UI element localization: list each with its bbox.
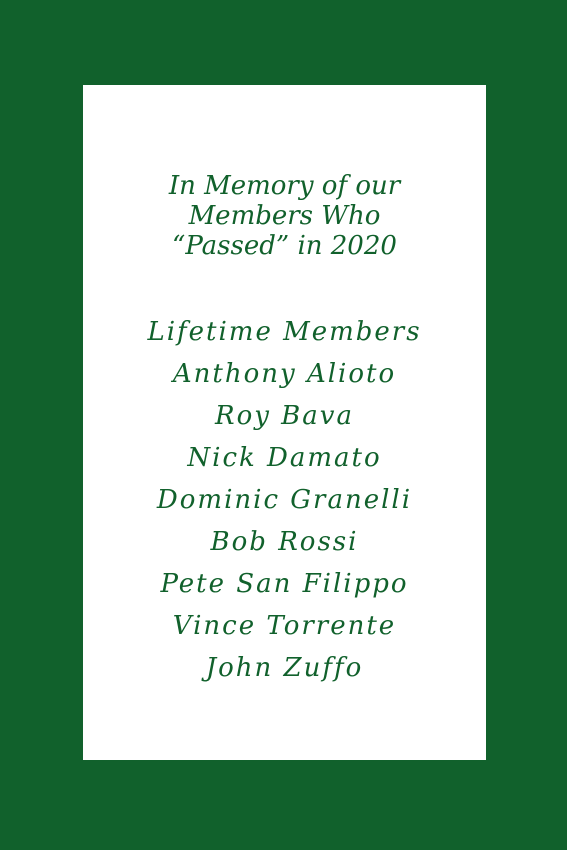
- members-list-title: Lifetime Members: [147, 317, 422, 347]
- member-name: Bob Rossi: [210, 527, 359, 557]
- member-name: Nick Damato: [187, 443, 382, 473]
- memorial-heading: [83, 171, 486, 261]
- memorial-card: [83, 85, 486, 760]
- member-name: Roy Bava: [215, 401, 354, 431]
- heading-line: In Memory of our: [168, 171, 401, 201]
- heading-line: Members Who: [188, 201, 381, 231]
- member-name: Anthony Alioto: [172, 359, 397, 389]
- member-name: John Zuffo: [205, 653, 364, 683]
- member-name: Vince Torrente: [172, 611, 397, 641]
- heading-line: “Passed” in 2020: [172, 231, 397, 261]
- members-list: [83, 311, 486, 689]
- member-name: Dominic Granelli: [156, 485, 413, 515]
- member-name: Pete San Filippo: [160, 569, 409, 599]
